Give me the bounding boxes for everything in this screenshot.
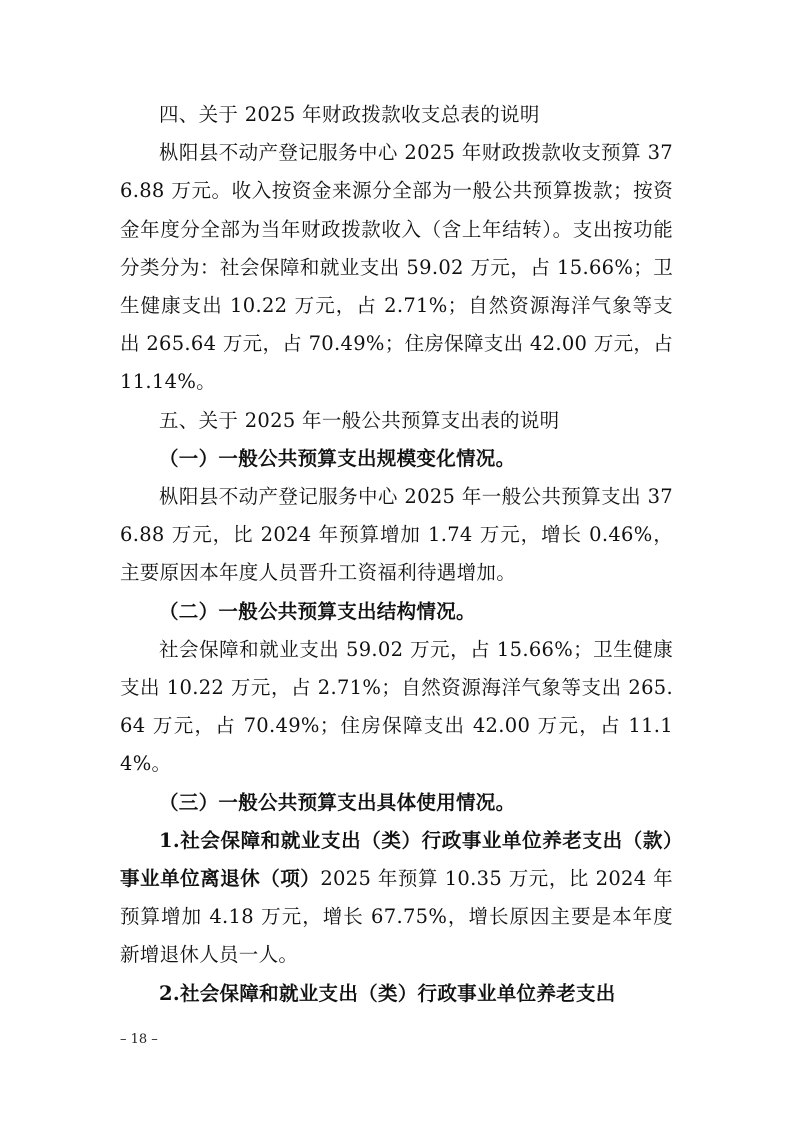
subsection-one-paragraph: 枞阳县不动产登记服务中心 2025 年一般公共预算支出 376.88 万元，比 2024 年预算增加 1.74 万元，增长 0.46%，主要原因本年度人员晋升工资福利待遇增加。 <box>120 485 673 585</box>
section-five-heading: 五、关于 2025 年一般公共预算支出表的说明 <box>159 408 560 432</box>
section-four-paragraph: 枞阳县不动产登记服务中心 2025 年财政拨款收支预算 376.88 万元。收入按资金来源分全部为一般公共预算拨款；按资金年度分全部为当年财政拨款收入（含上年结转）。支出按功能分类分为：社会保障和就业支出 59.02 万元，占 15.66%；卫生健康支出 10.22 万元，占 2.71%；自然资源海洋气象等支出 265.64 万元，占 70.49%；住房保障支出 42.00 万元，占 11.14%。 <box>120 141 673 394</box>
subsection-one-heading: （一）一般公共预算支出规模变化情况。 <box>159 446 516 470</box>
subsection-two-heading: （二）一般公共预算支出结构情况。 <box>159 599 476 623</box>
item-one-title: 1.社会保障和就业支出（类）行政事业单位养老支出（款）事业单位离退休（项） <box>120 828 673 891</box>
section-four-heading: 四、关于 2025 年财政拨款收支总表的说明 <box>159 103 540 126</box>
item-one-paragraph <box>120 822 673 975</box>
document-body <box>120 96 673 1013</box>
subsection-three-heading: （三）一般公共预算支出具体使用情况。 <box>159 790 516 814</box>
page-number: – 18 – <box>120 1032 158 1047</box>
subsection-two-paragraph: 社会保障和就业支出 59.02 万元，占 15.66%；卫生健康支出 10.22 万元，占 2.71%；自然资源海洋气象等支出 265.64 万元，占 70.49%；住房保障支出 42.00 万元，占 11.14%。 <box>120 637 673 776</box>
item-two-title: 2.社会保障和就业支出（类）行政事业单位养老支出 <box>159 981 616 1005</box>
item-one-body: 2025 年预算 10.35 万元，比 2024 年预算增加 4.18 万元，增长 67.75%，增长原因主要是本年度新增退休人员一人。 <box>120 867 673 967</box>
